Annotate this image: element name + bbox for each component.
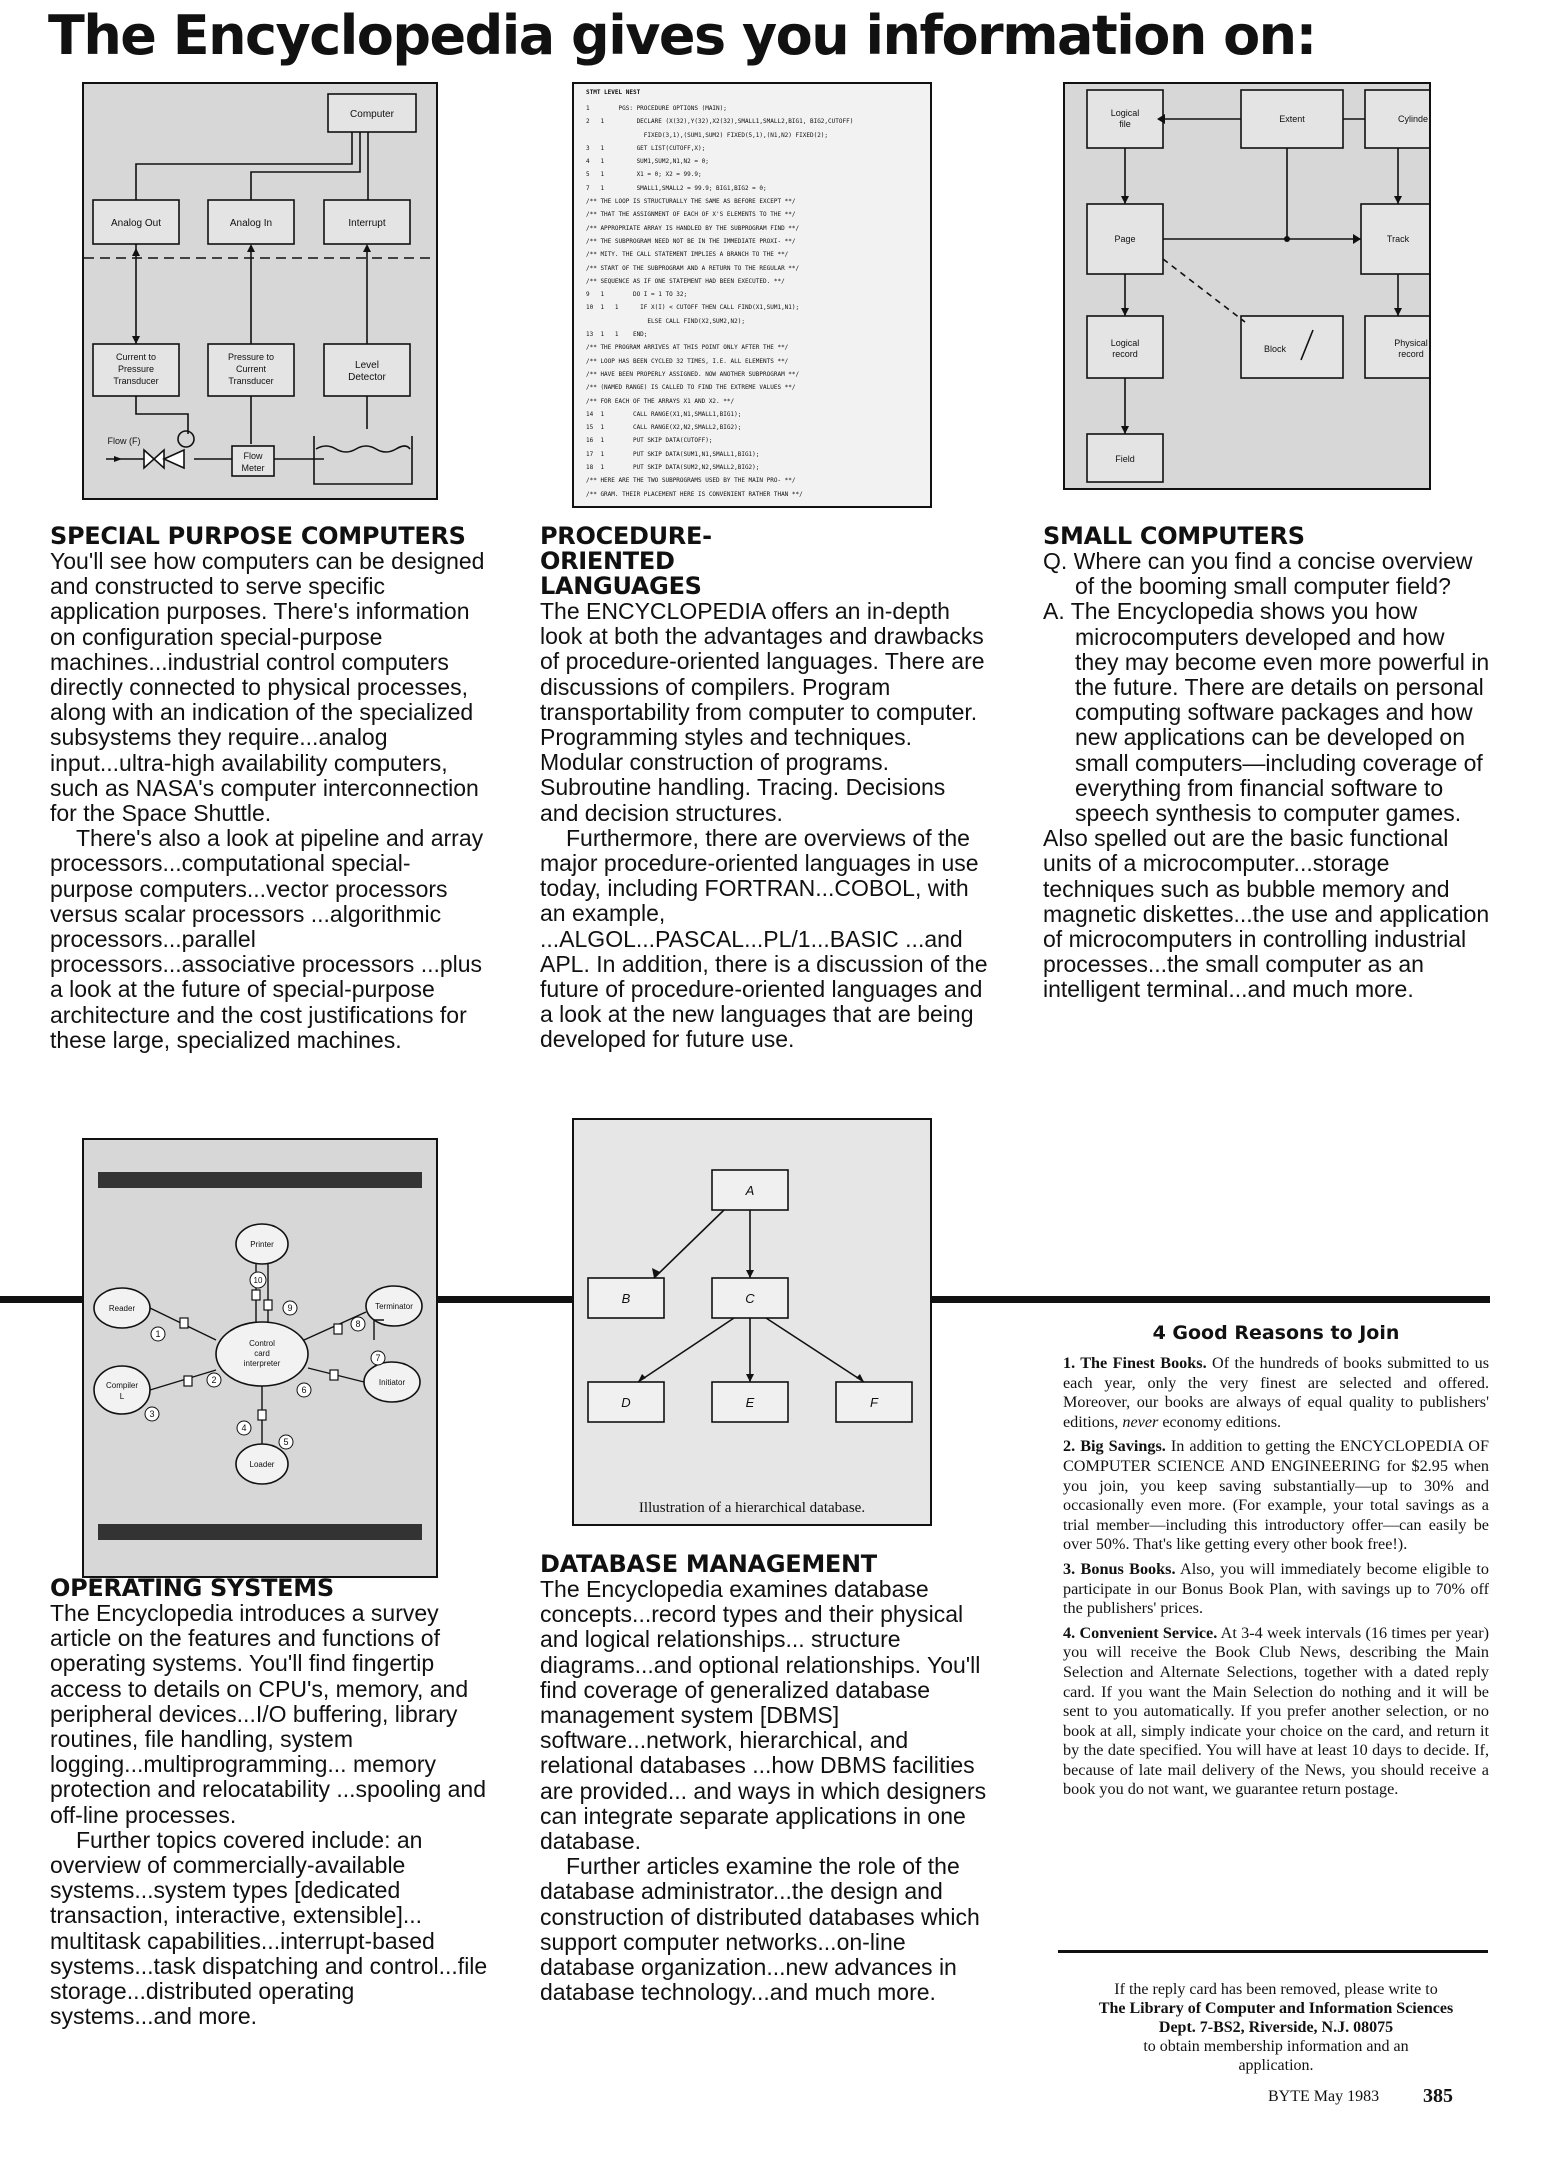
section-paragraph: You'll see how computers can be designed and constructed to serve specific application purposes. There's information on configuration special-purpose machines...industrial control computers directly connected to physical processes, along with an indication of the specialized subsystems they require...analog input...ultra-high availability computers, such as NASA's computer interconnection for the Space Shuttle.	[50, 548, 485, 827]
listing-line: 13 1 1 END;	[586, 331, 648, 339]
listing-line: /** THE SUBPROGRAM NEED NOT BE IN THE IMMEDIATE PROXI- **/	[586, 237, 796, 245]
node-page: Page	[1114, 234, 1136, 244]
listing-line: /** SEQUENCE AS IF ONE STATEMENT HAD BEEN EXECUTED. **/	[586, 277, 785, 285]
node-extent: Extent	[1279, 114, 1305, 124]
node-loader: Loader	[249, 1460, 275, 1469]
node-logical-record-l2: record	[1112, 349, 1138, 359]
path-num-2: 2	[211, 1375, 217, 1385]
section-title: SPECIAL PURPOSE COMPUTERS	[50, 522, 466, 550]
box-level-l2: Detector	[348, 372, 386, 383]
program-listing-figure	[572, 82, 932, 508]
box-interrupt: Interrupt	[348, 218, 386, 229]
reason-item: 2. Big Savings. In addition to getting the ENCYCLOPEDIA OF COMPUTER SCIENCE AND ENGINEERING for $2.95 when you join, you keep saving substantially—up to 30% and occasionally even more. (For example, your total savings as a trial member—including this introductory offer—can easily be over 50%. That's like getting every other book free!).	[1063, 1437, 1489, 1554]
path-num-8: 8	[355, 1319, 361, 1329]
node-logical-record-l1: Logical	[1110, 338, 1140, 348]
section-title: OPERATING SYSTEMS	[50, 1574, 334, 1602]
node-initiator: Initiator	[378, 1378, 406, 1387]
node-reader: Reader	[108, 1304, 136, 1313]
section-special-purpose	[50, 524, 490, 1053]
node-field: Field	[1115, 454, 1135, 464]
path-num-1: 1	[155, 1329, 161, 1339]
question-paragraph: Q. Where can you find a concise overview of the booming small computer field?	[1043, 548, 1473, 600]
page-number: 385	[1423, 2085, 1453, 2107]
listing-line: /** LOOP HAS BEEN CYCLED 32 TIMES, I.E. ALL ELEMENTS **/	[586, 357, 789, 365]
section-paragraph: Further topics covered include: an overview of commercially-available systems...system types [dedicated transaction, interactive, extensible]... multitask capabilities...interrupt-based systems...task dispatching and control...file storage...distributed operating systems...and more.	[50, 1826, 488, 2030]
figure-caption: Illustration of a hierarchical database.	[638, 1500, 866, 1516]
special-purpose-diagram	[82, 82, 438, 500]
section-paragraph: Furthermore, there are overviews of the major procedure-oriented languages in use today, including FORTRAN...COBOL, with an example, ...ALGOL...PASCAL...PL/1...BASIC ...and APL. In addition, there is a discussion of the future of procedure-oriented languages and a look at the new languages that are being developed for future use.	[540, 824, 988, 1053]
page-headline: The Encyclopedia gives you information on:	[48, 4, 1316, 67]
node-cylinder: Cylinde	[1397, 114, 1429, 124]
listing-line: /** HERE ARE THE TWO SUBPROGRAMS USED BY THE MAIN PRO- **/	[586, 477, 796, 485]
path-num-7: 7	[375, 1353, 381, 1363]
box-pressure-l3: Transducer	[228, 376, 274, 386]
section-paragraph: The Encyclopedia examines database concepts...record types and their physical and logical relationships... structure diagrams...and optional relationships. You'll find coverage of generalized database management system [DBMS] software...network, hierarchical, and relational databases ...how DBMS facilities are provided... and ways in which designers can integrate separate applications in one database.	[540, 1576, 987, 1855]
listing-line: 1 PGS: PROCEDURE OPTIONS (MAIN);	[586, 105, 727, 112]
box-flow-l2: Meter	[241, 463, 265, 473]
reason-item: 4. Convenient Service. At 3-4 week intervals (16 times per year) you will receive the Book Club News, describing the Main Selection and Alternate Selections, together with a dated reply card. If you want the Main Selection do nothing and it will be sent to you automatically. If you prefer another selection, or no book at all, simply indicate your choice on the card, and return it by the date specified. You will have at least 10 days to decide. If, because of late mail delivery of the News, you should receive a book you do not want, we guarantee return postage.	[1063, 1623, 1489, 1799]
listing-line: /** APPROPRIATE ARRAY IS HANDLED BY THE SUBPROGRAM FIND **/	[586, 224, 800, 232]
box-flow-l1: Flow	[243, 451, 263, 461]
node-physical-record-l1: Physical	[1394, 338, 1428, 348]
record-d: D	[621, 1395, 631, 1410]
section-paragraph: The Encyclopedia introduces a survey article on the features and functions of operating systems. You'll find fingertip access to details on CPU's, memory, and peripheral devices...I/O buffering, library routines, file handling, system logging...multiprogramming... memory protection and relocatability ...spooling and off-line processes.	[50, 1600, 487, 1828]
path-num-6: 6	[301, 1385, 307, 1395]
listing-line: 3 1 GET LIST(CUTOFF,X);	[586, 144, 706, 152]
section-title: PROCEDURE-ORIENTED LANGUAGES	[540, 522, 712, 600]
path-num-9: 9	[287, 1303, 293, 1313]
listing-line: /** (NAMED RANGE) IS CALLED TO FIND THE EXTREME VALUES **/	[586, 384, 796, 392]
record-c: C	[745, 1291, 755, 1306]
listing-line: /** HAVE BEEN PROPERLY ASSIGNED. NOW ANOTHER SUBPROGRAM **/	[586, 370, 800, 378]
path-num-5: 5	[283, 1437, 289, 1447]
node-printer: Printer	[250, 1240, 274, 1249]
section-paragraph: There's also a look at pipeline and array processors...computational special-purpose computers...vector processors versus scalar processors ...algorithmic processors...parallel processors...associative processors ...plus a look at the future of special-purpose architecture and the cost justifications for these large, specialized machines.	[50, 825, 484, 1053]
reply-line: to obtain membership information and an	[1143, 2038, 1409, 2055]
node-compiler-l1: Compiler	[105, 1381, 139, 1390]
listing-line: /** THAT THE ASSIGNMENT OF EACH OF X'S ELEMENTS TO THE **/	[586, 211, 796, 219]
node-terminator: Terminator	[375, 1302, 413, 1311]
reply-line: If the reply card has been removed, please write to	[1114, 1981, 1438, 1998]
listing-line: /** GRAM. THEIR PLACEMENT HERE IS CONVENIENT RATHER THAN **/	[586, 490, 803, 498]
answer-paragraph: A. The Encyclopedia shows you how microcomputers developed and how they may become even more powerful in the future. There are details on personal computing software packages and how new applications can be developed on small computers—including coverage of everything from financial software to speech synthesis to computer games.	[1043, 598, 1490, 827]
listing-line: 16 1 PUT SKIP DATA(CUTOFF);	[586, 437, 713, 445]
reply-line: The Library of Computer and Information Sciences	[1098, 2000, 1454, 2017]
node-control-l1: Control	[249, 1339, 275, 1348]
reply-divider	[1058, 1950, 1488, 1953]
section-title: SMALL COMPUTERS	[1043, 522, 1305, 550]
listing-header: STMT LEVEL NEST	[586, 89, 641, 96]
listing-line: /** MITY. THE CALL STATEMENT IMPLIES A BRANCH TO THE **/	[586, 251, 789, 259]
section-paragraph: Further articles examine the role of the database administrator...the design and construction of distributed databases which support computer networks...on-line database organization...new advances in database technology...and much more.	[540, 1853, 980, 2006]
listing-line: /** THE LOOP IS STRUCTURALLY THE SAME AS BEFORE EXCEPT **/	[586, 198, 796, 206]
node-physical-record-l2: record	[1398, 349, 1424, 359]
listing-line: 2 1 DECLARE (X(32),Y(32),X2(32),SMALL1,SMALL2,BIG1, BIG2,CUTOFF)	[586, 118, 854, 126]
box-current-l2: Pressure	[117, 364, 155, 374]
box-level-l1: Level	[355, 360, 379, 371]
listing-line: /** THE PROGRAM ARRIVES AT THIS POINT ONLY AFTER THE **/	[586, 344, 789, 352]
node-logical-file-l2: file	[1119, 119, 1131, 129]
box-pressure-l1: Pressure to	[227, 352, 275, 362]
section-procedure-oriented	[540, 524, 990, 1053]
storage-structure-diagram	[1063, 82, 1431, 490]
record-b: B	[621, 1291, 631, 1306]
reply-address	[1043, 1980, 1509, 2075]
section-title: DATABASE MANAGEMENT	[540, 1550, 877, 1578]
section-operating-systems	[50, 1576, 500, 2029]
listing-line: /** START OF THE SUBPROGRAM AND A RETURN TO THE REGULAR **/	[586, 264, 800, 272]
reason-item: 1. The Finest Books. Of the hundreds of books submitted to us each year, only the very finest are selected and offered. Moreover, our books are always of equal quality to publishers' editions, never economy editions.	[1063, 1354, 1489, 1431]
flow-label: Flow (F)	[107, 436, 141, 446]
box-computer: Computer	[350, 109, 394, 120]
listing-line: 9 1 DO I = 1 TO 32;	[586, 291, 688, 299]
listing-line: 14 1 CALL RANGE(X1,N1,SMALL1,BIG1);	[586, 410, 742, 418]
listing-line: FIXED(3,1),(SUM1,SUM2) FIXED(5,1),(N1,N2) FIXED(2);	[586, 131, 829, 139]
section-paragraph: The ENCYCLOPEDIA offers an in-depth look at both the advantages and drawbacks of procedure-oriented languages. There are discussions of compilers. Program transportability from computer to computer. Programming styles and techniques. Modular construction of programs. Subroutine handling. Tracing. Decisions and decision structures.	[540, 598, 985, 826]
reasons-title: 4 Good Reasons to Join	[1152, 1322, 1400, 1344]
record-a: A	[745, 1183, 755, 1198]
box-current-l3: Transducer	[113, 376, 159, 386]
node-compiler-l2: L	[119, 1392, 125, 1401]
node-control-l3: interpreter	[243, 1359, 281, 1368]
reply-line: application.	[1238, 2057, 1314, 2074]
operating-system-diagram	[82, 1138, 438, 1578]
listing-line: 10 1 1 IF X(I) < CUTOFF THEN CALL FIND(X1,SUM1,N1);	[586, 304, 800, 312]
listing-line: 4 1 SUM1,SUM2,N1,N2 = 0;	[586, 158, 709, 166]
path-num-3: 3	[149, 1409, 155, 1419]
hierarchical-database-diagram	[572, 1118, 932, 1526]
node-control-l2: card	[254, 1349, 270, 1358]
footer-source: BYTE May 1983	[1268, 2088, 1380, 2105]
record-e: E	[745, 1395, 755, 1410]
path-num-4: 4	[241, 1423, 247, 1433]
listing-line: 7 1 SMALL1,SMALL2 = 99.9; BIG1,BIG2 = 0;	[586, 184, 767, 192]
listing-line: ELSE CALL FIND(X2,SUM2,N2);	[586, 317, 745, 325]
reasons-box	[1063, 1322, 1489, 1805]
listing-line: 5 1 X1 = 0; X2 = 99.9;	[586, 171, 702, 179]
reply-line: Dept. 7-BS2, Riverside, N.J. 08075	[1158, 2019, 1394, 2036]
listing-line: 18 1 PUT SKIP DATA(SUM2,N2,SMALL2,BIG2);	[586, 464, 760, 472]
section-paragraph: Also spelled out are the basic functional units of a microcomputer...storage techniques such as bubble memory and magnetic diskettes...the use and application of microcomputers in controlling industrial processes...the small computer as an intelligent terminal...and much more.	[1043, 825, 1490, 1003]
reason-item: 3. Bonus Books. Also, you will immediately become eligible to participate in our Bonus Book Plan, with savings up to 70% off the publishers' prices.	[1063, 1559, 1489, 1618]
listing-line: /** FOR EACH OF THE ARRAYS X1 AND X2. **/	[586, 397, 735, 405]
node-block: Block	[1263, 344, 1287, 354]
listing-line: 15 1 CALL RANGE(X2,N2,SMALL2,BIG2);	[586, 424, 742, 432]
node-logical-file-l1: Logical	[1110, 108, 1140, 118]
program-listing	[586, 102, 926, 501]
box-current-l1: Current to	[115, 352, 157, 362]
box-analog-out: Analog Out	[110, 218, 162, 229]
section-small-computers	[1043, 524, 1491, 1003]
listing-line: 17 1 PUT SKIP DATA(SUM1,N1,SMALL1,BIG1);	[586, 450, 760, 458]
path-num-10: 10	[253, 1276, 263, 1285]
node-track: Track	[1386, 234, 1410, 244]
section-database-management	[540, 1552, 990, 2005]
record-f: F	[870, 1395, 878, 1410]
box-analog-in: Analog In	[229, 218, 273, 229]
box-pressure-l2: Current	[235, 364, 267, 374]
